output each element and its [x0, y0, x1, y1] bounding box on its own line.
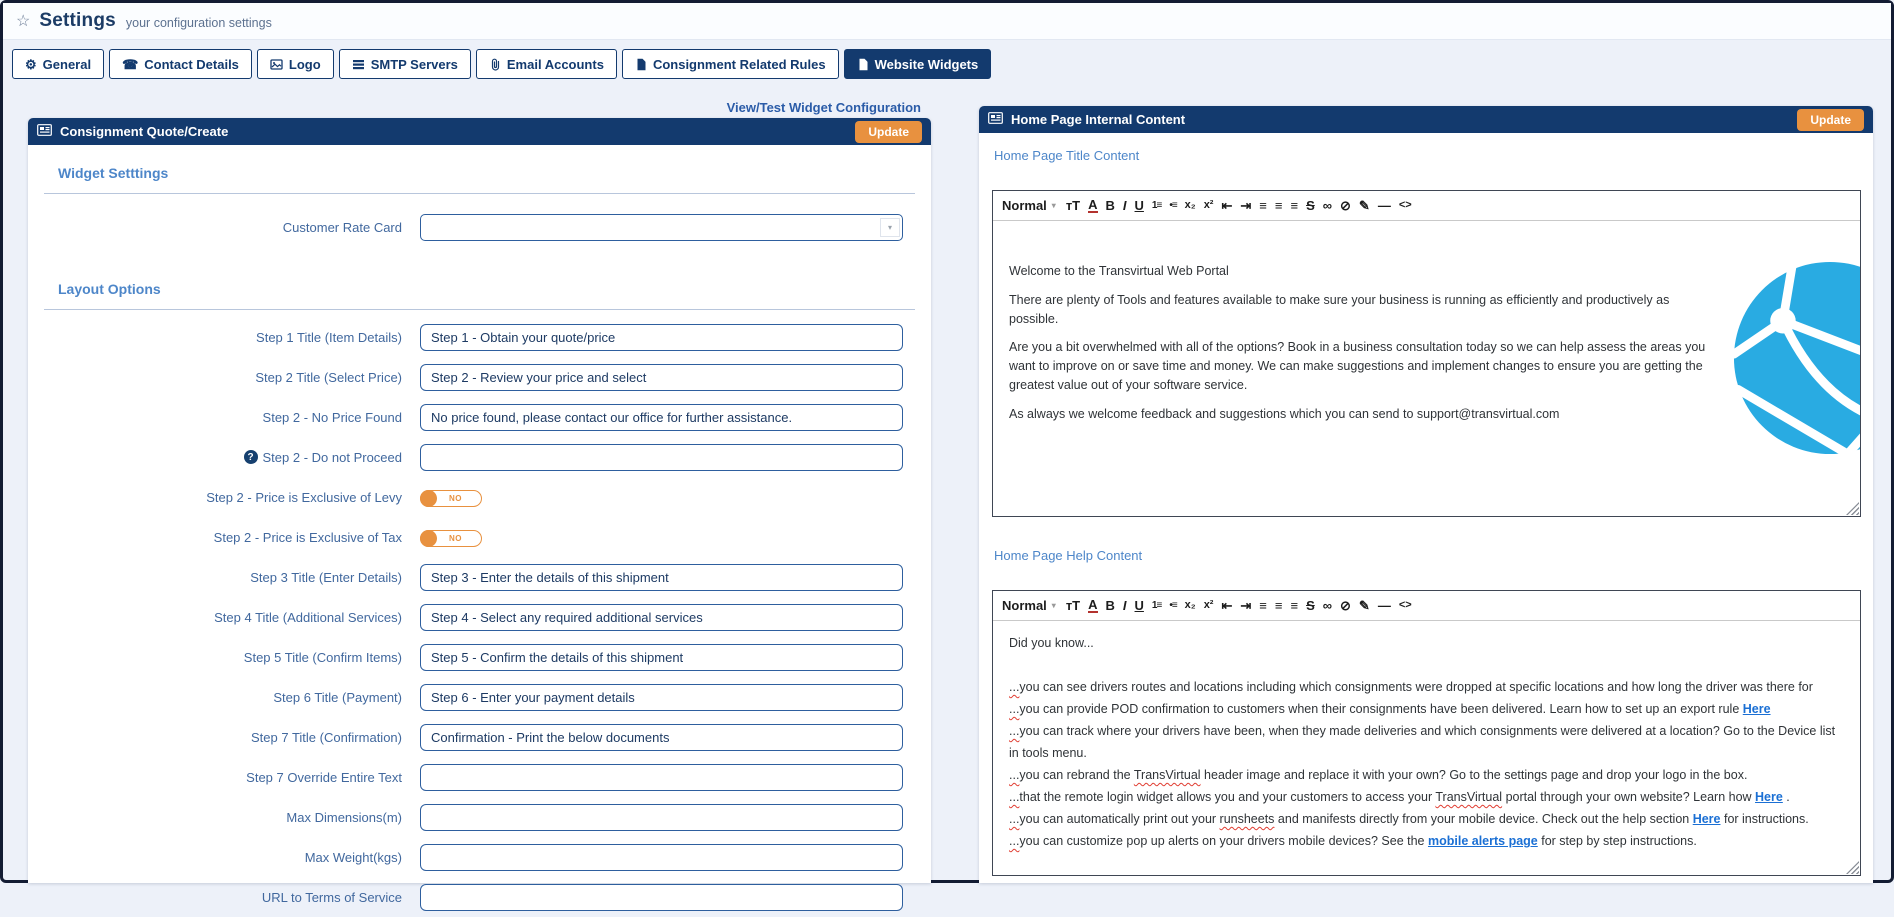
- help-line: ...you can customize pop up alerts on your drivers mobile devices? See the mobile alerts page for step by step instructions.: [1009, 834, 1697, 848]
- link-icon[interactable]: ∞: [1322, 598, 1333, 613]
- ordered-list-icon[interactable]: 1≡: [1151, 199, 1162, 211]
- help-line: ...you can track where your drivers have been, when they made deliveries and which consignments were delivered at a location? Go to the Device list in tools menu.: [1009, 724, 1836, 760]
- gear-icon: ⚙: [25, 56, 37, 72]
- chevron-down-icon: ▾: [1051, 201, 1056, 210]
- toggle-state: NO: [449, 533, 462, 543]
- form-row: [44, 557, 915, 597]
- step2-no-price-label: Step 2 - No Price Found: [262, 409, 402, 425]
- step5-title-label: Step 5 Title (Confirm Items): [243, 649, 402, 665]
- align-right-icon[interactable]: ≡: [1290, 198, 1299, 213]
- tab-consignment-related-rules[interactable]: [622, 49, 839, 79]
- max-weight-input[interactable]: [420, 844, 903, 871]
- help-line: ...you can automatically print out your runsheets and manifests directly from your mobile device. Check out the help section Here for instructions.: [1009, 812, 1809, 826]
- code-view-icon[interactable]: <>: [1398, 199, 1412, 211]
- toggle-knob: [420, 490, 437, 507]
- step3-title-input[interactable]: [420, 564, 903, 591]
- editor-resize-handle[interactable]: [1846, 502, 1859, 515]
- italic-icon[interactable]: I: [1122, 598, 1127, 613]
- tab-contact-details[interactable]: [109, 49, 252, 79]
- mobile-alerts-page-link[interactable]: mobile alerts page: [1427, 834, 1538, 848]
- tab-label: Consignment Related Rules: [652, 56, 826, 72]
- step7-override-label: Step 7 Override Entire Text: [246, 769, 402, 785]
- page-title: Settings: [39, 10, 116, 31]
- tab-general[interactable]: [12, 49, 104, 79]
- page-subtitle: your configuration settings: [125, 16, 272, 30]
- server-list-icon: [352, 58, 365, 71]
- text-color-icon[interactable]: A: [1088, 597, 1098, 612]
- tax-toggle-label: Step 2 - Price is Exclusive of Tax: [213, 529, 402, 545]
- outdent-icon[interactable]: ⇤: [1221, 598, 1233, 613]
- max-weight-label: Max Weight(kgs): [304, 849, 402, 865]
- paperclip-icon: [489, 58, 501, 71]
- help-line: ...you can see drivers routes and locations including which consignments were dropped at specific locations and how long the driver was there for: [1009, 680, 1813, 694]
- here-link[interactable]: Here: [1692, 812, 1721, 826]
- home-page-internal-content-panel: [979, 106, 1873, 883]
- form-row: [44, 317, 915, 357]
- bold-icon[interactable]: B: [1105, 198, 1115, 213]
- subscript-icon[interactable]: x₂: [1184, 199, 1196, 211]
- ordered-list-icon[interactable]: 1≡: [1151, 599, 1162, 611]
- step4-title-label: Step 4 Title (Additional Services): [214, 609, 402, 625]
- font-size-icon[interactable]: ᴛT: [1065, 598, 1081, 613]
- step7-title-label: Step 7 Title (Confirmation): [250, 729, 402, 745]
- strikethrough-icon[interactable]: S: [1306, 198, 1315, 213]
- form-row: [44, 207, 915, 247]
- paragraph: As always we welcome feedback and suggestions which you can send to support@transvirtual.com: [1009, 406, 1560, 421]
- tab-label: Email Accounts: [506, 56, 604, 72]
- tab-label: Logo: [288, 56, 321, 72]
- max-dimensions-label: Max Dimensions(m): [286, 809, 402, 825]
- phone-icon: ☎: [122, 56, 139, 72]
- step7-title-input[interactable]: [420, 724, 903, 751]
- tab-smtp-servers[interactable]: [339, 49, 471, 79]
- align-center-icon[interactable]: ≡: [1274, 598, 1283, 613]
- outdent-icon[interactable]: ⇤: [1221, 198, 1233, 213]
- align-center-icon[interactable]: ≡: [1274, 198, 1283, 213]
- help-content-editor: [992, 590, 1861, 876]
- settings-tabbar: [12, 49, 991, 79]
- price-exclusive-levy-toggle[interactable]: [420, 490, 482, 507]
- file-icon: [857, 58, 869, 71]
- paragraph: Are you a bit overwhelmed with all of the options? Book in a business consultation today so we can help assess the areas you want to improve on or save time and money. We can make suggestions and implement changes to ensure you are getting the greatest value out of your software service.: [1009, 340, 1706, 392]
- panel-header: [979, 106, 1873, 133]
- panel-title: Home Page Internal Content: [1011, 112, 1186, 127]
- toolbar-icons: [1066, 198, 1412, 213]
- align-left-icon[interactable]: ≡: [1259, 198, 1267, 213]
- font-size-icon[interactable]: ᴛT: [1065, 198, 1081, 213]
- indent-icon[interactable]: ⇥: [1240, 198, 1252, 213]
- help-line: ...you can rebrand the TransVirtual header image and replace it with your own? Go to the settings page and drop your logo in the box.: [1009, 768, 1748, 782]
- step6-title-input[interactable]: [420, 684, 903, 711]
- toggle-knob: [420, 530, 437, 547]
- toggle-state: NO: [449, 493, 462, 503]
- title-content-editor: [992, 190, 1861, 517]
- link-icon[interactable]: ∞: [1322, 198, 1333, 213]
- help-question-icon[interactable]: ?: [244, 450, 258, 464]
- blank-line: [1009, 654, 1844, 676]
- paragraph-style-dropdown[interactable]: [1002, 598, 1056, 613]
- step2-no-price-input[interactable]: [420, 404, 903, 431]
- paragraph: There are plenty of Tools and features available to make sure your business is running as efficiently and productively as possible.: [1009, 292, 1670, 326]
- horizontal-rule-icon[interactable]: —: [1377, 198, 1391, 213]
- file-icon: [635, 58, 647, 71]
- underline-icon[interactable]: U: [1134, 598, 1144, 613]
- divider: [44, 309, 915, 310]
- rich-text-toolbar: [993, 191, 1860, 221]
- step2-do-not-proceed-label: [44, 450, 420, 465]
- panel-header: [28, 118, 931, 145]
- style-label: Normal: [1002, 198, 1047, 213]
- step2-title-input[interactable]: [420, 364, 903, 391]
- italic-icon[interactable]: I: [1122, 198, 1127, 213]
- step5-title-input[interactable]: [420, 644, 903, 671]
- highlight-icon[interactable]: ✎: [1358, 198, 1370, 213]
- help-content-editable-area[interactable]: [993, 622, 1860, 875]
- form-row: [44, 397, 915, 437]
- unordered-list-icon[interactable]: •≡: [1169, 199, 1177, 211]
- tab-label: General: [42, 56, 92, 72]
- indent-icon[interactable]: ⇥: [1240, 598, 1252, 613]
- align-right-icon[interactable]: ≡: [1290, 598, 1299, 613]
- form-row: [44, 757, 915, 797]
- panel-body: [28, 145, 931, 917]
- highlight-icon[interactable]: ✎: [1358, 598, 1370, 613]
- favorite-star-icon[interactable]: ☆: [16, 13, 31, 30]
- panel-body: [979, 133, 1873, 876]
- here-link[interactable]: Here: [1755, 790, 1783, 804]
- section-widget-settings: Widget Setttings: [58, 165, 169, 181]
- help-line: ...that the remote login widget allows you and your customers to access your TransVirtual portal through your own website? Learn how Here .: [1009, 790, 1790, 804]
- form-row: [44, 797, 915, 837]
- unordered-list-icon[interactable]: •≡: [1169, 599, 1177, 611]
- url-terms-input[interactable]: [420, 884, 903, 911]
- paragraph-style-dropdown[interactable]: [1002, 198, 1056, 213]
- horizontal-rule-icon[interactable]: —: [1377, 598, 1391, 613]
- tab-email-accounts[interactable]: [476, 49, 617, 79]
- widget-card-icon: [988, 111, 1003, 129]
- bold-icon[interactable]: B: [1105, 598, 1115, 613]
- form-row: [44, 837, 915, 877]
- code-view-icon[interactable]: <>: [1398, 599, 1412, 611]
- customer-rate-card-select[interactable]: [420, 214, 903, 241]
- max-dimensions-input[interactable]: [420, 804, 903, 831]
- view-test-widget-configuration-link[interactable]: View/Test Widget Configuration: [726, 100, 921, 115]
- widget-card-icon: [37, 123, 52, 141]
- tab-label: Website Widgets: [874, 56, 979, 72]
- toolbar-icons: [1066, 598, 1412, 613]
- form-row: [44, 717, 915, 757]
- levy-toggle-label: Step 2 - Price is Exclusive of Levy: [206, 489, 402, 505]
- step3-title-label: Step 3 Title (Enter Details): [250, 569, 402, 585]
- step4-title-input[interactable]: [420, 604, 903, 631]
- rich-text-toolbar: [993, 591, 1860, 621]
- chevron-down-icon: ▾: [880, 218, 900, 237]
- help-line: Did you know...: [1009, 636, 1094, 650]
- form-row: [44, 517, 915, 557]
- step1-title-label: Step 1 Title (Item Details): [256, 329, 402, 345]
- step2-title-label: Step 2 Title (Select Price): [255, 369, 402, 385]
- unlink-icon[interactable]: ⊘: [1340, 198, 1351, 213]
- customer-rate-card-label: Customer Rate Card: [282, 219, 402, 235]
- underline-icon[interactable]: U: [1134, 198, 1144, 213]
- form-row: [44, 677, 915, 717]
- step1-title-input[interactable]: [420, 324, 903, 351]
- home-page-help-content-label: Home Page Help Content: [994, 548, 1143, 563]
- consignment-quote-create-panel: [28, 118, 931, 905]
- superscript-icon[interactable]: x²: [1203, 599, 1214, 611]
- align-left-icon[interactable]: ≡: [1259, 598, 1267, 613]
- paragraph: Welcome to the Transvirtual Web Portal: [1009, 264, 1229, 278]
- url-terms-label: URL to Terms of Service: [261, 889, 402, 905]
- editor-resize-handle[interactable]: [1846, 861, 1859, 874]
- divider: [44, 193, 915, 194]
- transvirtual-globe-logo: [1732, 260, 1860, 456]
- app-header: [3, 3, 1891, 40]
- step2-do-not-proceed-input[interactable]: [420, 444, 903, 471]
- title-content-editable-area[interactable]: [993, 222, 1860, 516]
- step6-title-label: Step 6 Title (Payment): [273, 689, 402, 705]
- chevron-down-icon: ▾: [1051, 601, 1056, 610]
- superscript-icon[interactable]: x²: [1203, 199, 1214, 211]
- strikethrough-icon[interactable]: S: [1306, 598, 1315, 613]
- form-row: [44, 597, 915, 637]
- image-icon: [270, 58, 283, 71]
- text-color-icon[interactable]: A: [1088, 197, 1098, 212]
- tab-logo[interactable]: [257, 49, 334, 79]
- step7-override-input[interactable]: [420, 764, 903, 791]
- tab-label: Contact Details: [144, 56, 239, 72]
- form-row: [44, 357, 915, 397]
- tab-website-widgets[interactable]: [844, 49, 992, 79]
- update-button[interactable]: Update: [1797, 109, 1864, 131]
- help-line: ...you can provide POD confirmation to customers when their consignments have been delivered. Learn how to set up an export rule Here: [1009, 702, 1771, 716]
- form-row: [44, 877, 915, 917]
- tab-label: SMTP Servers: [370, 56, 458, 72]
- price-exclusive-tax-toggle[interactable]: [420, 530, 482, 547]
- unlink-icon[interactable]: ⊘: [1340, 598, 1351, 613]
- update-button[interactable]: Update: [855, 121, 922, 143]
- form-row: [44, 477, 915, 517]
- subscript-icon[interactable]: x₂: [1184, 599, 1196, 611]
- panel-title: Consignment Quote/Create: [60, 124, 229, 139]
- form-row: [44, 637, 915, 677]
- style-label: Normal: [1002, 598, 1047, 613]
- home-page-title-content-label: Home Page Title Content: [994, 148, 1140, 163]
- form-row: [44, 437, 915, 477]
- label-text: Step 2 - Do not Proceed: [262, 449, 402, 465]
- here-link[interactable]: Here: [1742, 702, 1771, 716]
- section-layout-options: Layout Options: [58, 281, 161, 297]
